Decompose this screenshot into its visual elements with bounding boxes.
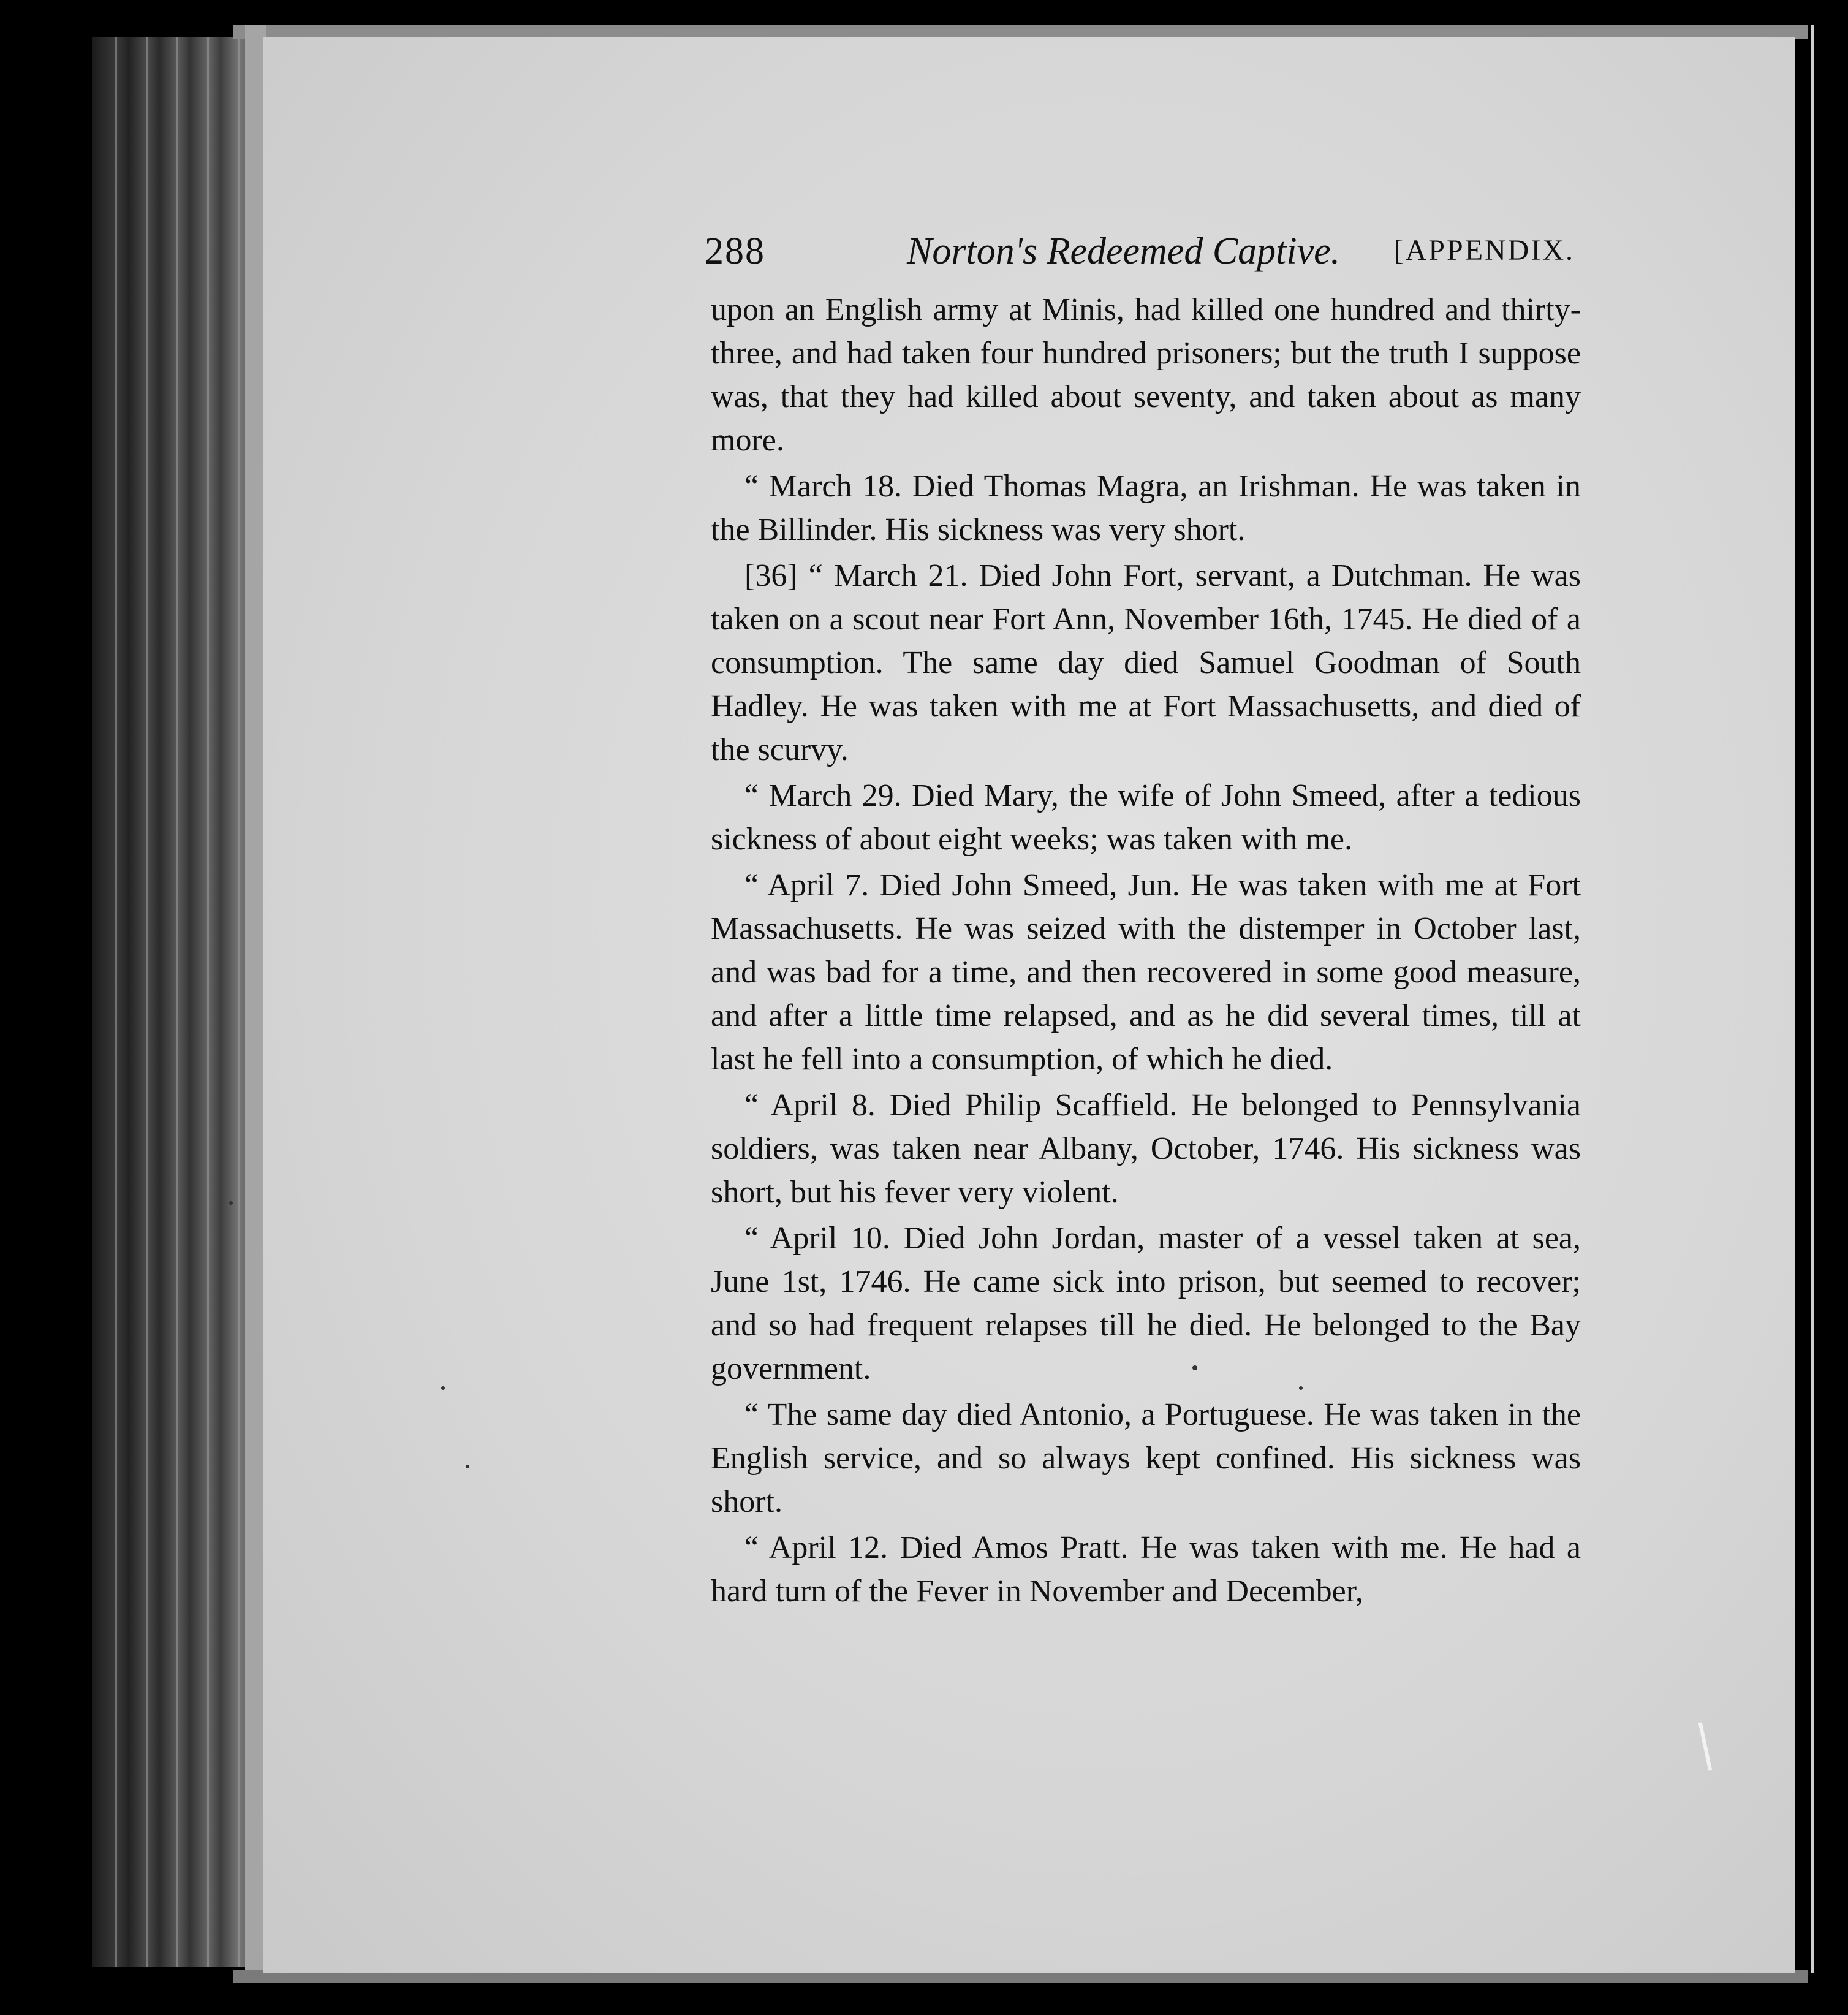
running-title: Norton's Redeemed Captive. xyxy=(907,230,1341,272)
paragraph: “ April 7. Died John Smeed, Jun. He was taken with me at Fort Massachusetts. He was seized with the distemper in October last, and was bad for a time, and then recovered in some good measure, and after a little time relapsed, and as he did several times, till at last he fell into a consumption, of which he died. xyxy=(711,868,1581,1077)
body-text xyxy=(711,288,1581,1615)
page-left-shadow xyxy=(245,25,266,1973)
page-header xyxy=(705,230,1575,285)
page-edge-line xyxy=(238,37,240,1967)
ink-speck xyxy=(466,1465,469,1468)
paragraph: [36] “ March 21. Died John Fort, servant, a Dutchman. He was taken on a scout near Fort Ann, November 16th, 1745. He died of a consumption. The same day died Samuel Goodman of South Hadley. He was taken with me at Fort Massachusetts, and died of the scurvy. xyxy=(711,558,1581,767)
paragraph: “ April 12. Died Amos Pratt. He was taken with me. He had a hard turn of the Fever in November and December, xyxy=(711,1530,1581,1609)
paragraph: “ April 8. Died Philip Scaffield. He belonged to Pennsylvania soldiers, was taken near Albany, October, 1746. His sickness was short, but his fever very violent. xyxy=(711,1088,1581,1210)
paragraph: “ March 18. Died Thomas Magra, an Irishman. He was taken in the Billinder. His sickness was very short. xyxy=(711,469,1581,547)
page-edge-line xyxy=(146,37,148,1967)
paragraph: “ April 10. Died John Jordan, master of a vessel taken at sea, June 1st, 1746. He came sick into prison, but seemed to recover; and so had frequent relapses till he died. He belonged to the Bay government. xyxy=(711,1221,1581,1386)
binding-strip xyxy=(1823,0,1848,2015)
paragraph: “ March 29. Died Mary, the wife of John Smeed, after a tedious sickness of about eight weeks; was taken with me. xyxy=(711,778,1581,857)
page-edge-line xyxy=(176,37,178,1967)
facing-page-edge xyxy=(1811,25,1814,1973)
ink-speck xyxy=(229,1201,233,1205)
paragraph: upon an English army at Minis, had killed one hundred and thirty-three, and had taken four hundred prisoners; but the truth I suppose was, that they had killed about seventy, and taken about as many more. xyxy=(711,292,1581,458)
paragraph: “ The same day died Antonio, a Portuguese. He was taken in the English service, and so always kept confined. His sickness was short. xyxy=(711,1397,1581,1519)
page-edge-line xyxy=(115,37,117,1967)
ink-speck xyxy=(441,1386,445,1390)
page-number: 288 xyxy=(705,230,765,272)
page-edge-line xyxy=(207,37,209,1967)
ink-speck xyxy=(1299,1386,1303,1390)
ink-speck xyxy=(1192,1365,1197,1370)
section-label: [APPENDIX. xyxy=(1393,234,1575,267)
